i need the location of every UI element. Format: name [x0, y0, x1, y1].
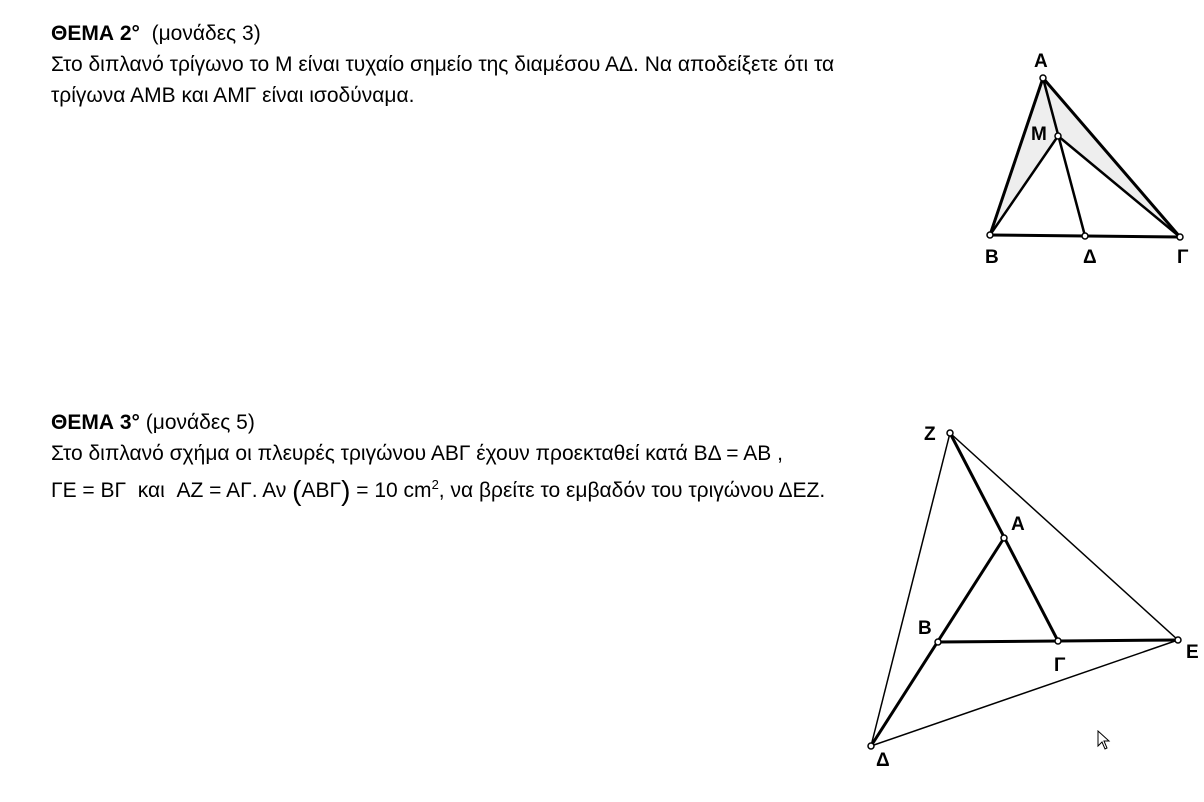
problem-3-line-1-text: Στο διπλανό σχήμα οι πλευρές τριγώνου ΑΒΓ έχουν προεκταθεί κατά	[51, 442, 688, 465]
segment-ZE	[950, 433, 1178, 640]
problem-3-title: ΘΕΜΑ 3°	[51, 411, 140, 434]
problem-3-line-2	[51, 469, 825, 506]
problem-2-title: ΘΕΜΑ 2°	[51, 22, 140, 45]
problem-2-line-1: Στο διπλανό τρίγωνο το Μ είναι τυχαίο σημείο της διαμέσου ΑΔ. Να αποδείξετε ότι τα	[51, 53, 835, 76]
label-D: Δ	[1083, 247, 1097, 268]
label-M: Μ	[1031, 124, 1047, 145]
problem-3-points: (μονάδες 5)	[145, 411, 255, 434]
segment-DZ	[871, 433, 950, 746]
problem-3-an: . Αν	[251, 479, 287, 502]
label-E: Ε	[1186, 642, 1199, 663]
label-G: Γ	[1177, 247, 1189, 268]
label-G3: Γ	[1054, 655, 1066, 676]
point-B	[987, 232, 993, 238]
label-D3: Δ	[876, 750, 890, 771]
problem-2-points: (μονάδες 3)	[151, 22, 261, 45]
problem-3-kai: και	[137, 479, 165, 502]
problem-3	[51, 407, 825, 506]
point-E	[1175, 637, 1181, 643]
problem-3-heading	[51, 407, 825, 438]
point-G3	[1055, 638, 1061, 644]
point-D	[1082, 233, 1088, 239]
area-value: = 10 cm	[356, 479, 432, 502]
problem-3-figure	[860, 415, 1204, 775]
point-A3	[1001, 535, 1007, 541]
problem-3-line-2-end: , να βρείτε το εμβαδόν του τριγώνου ΔΕΖ.	[438, 479, 826, 502]
mouse-pointer-icon	[1097, 730, 1111, 750]
problem-3-comma: ,	[777, 442, 783, 465]
problem-2-heading	[51, 18, 834, 49]
problem-3-line-1	[51, 438, 825, 469]
area-close-paren: )	[341, 475, 351, 506]
equation-BD-AB: ΒΔ = ΑΒ	[693, 442, 772, 465]
point-Z	[947, 430, 953, 436]
label-A3: Α	[1011, 514, 1025, 535]
problem-2-line-2: τρίγωνα ΑΜΒ και ΑΜΓ είναι ισοδύναμα.	[51, 84, 415, 107]
label-A: Α	[1034, 51, 1048, 72]
equation-AZ-AG: ΑΖ = ΑΓ	[176, 479, 252, 502]
label-Z: Ζ	[924, 424, 936, 445]
point-G	[1177, 234, 1183, 240]
area-triangle-name: ΑΒΓ	[301, 479, 342, 502]
triangle-AMB-shading	[990, 78, 1058, 235]
segment-MG	[1058, 136, 1180, 237]
problem-2-figure	[970, 45, 1200, 275]
point-M	[1055, 133, 1061, 139]
area-exponent: 2	[431, 477, 439, 492]
point-A	[1040, 75, 1046, 81]
equation-GE-BG: ΓΕ = ΒΓ	[51, 479, 127, 502]
point-D3	[868, 743, 874, 749]
segment-ED	[871, 640, 1178, 746]
point-B3	[935, 639, 941, 645]
area-open-paren: (	[292, 475, 302, 506]
label-B3: Β	[918, 618, 932, 639]
problem-2	[51, 18, 834, 111]
label-B: Β	[985, 247, 999, 268]
